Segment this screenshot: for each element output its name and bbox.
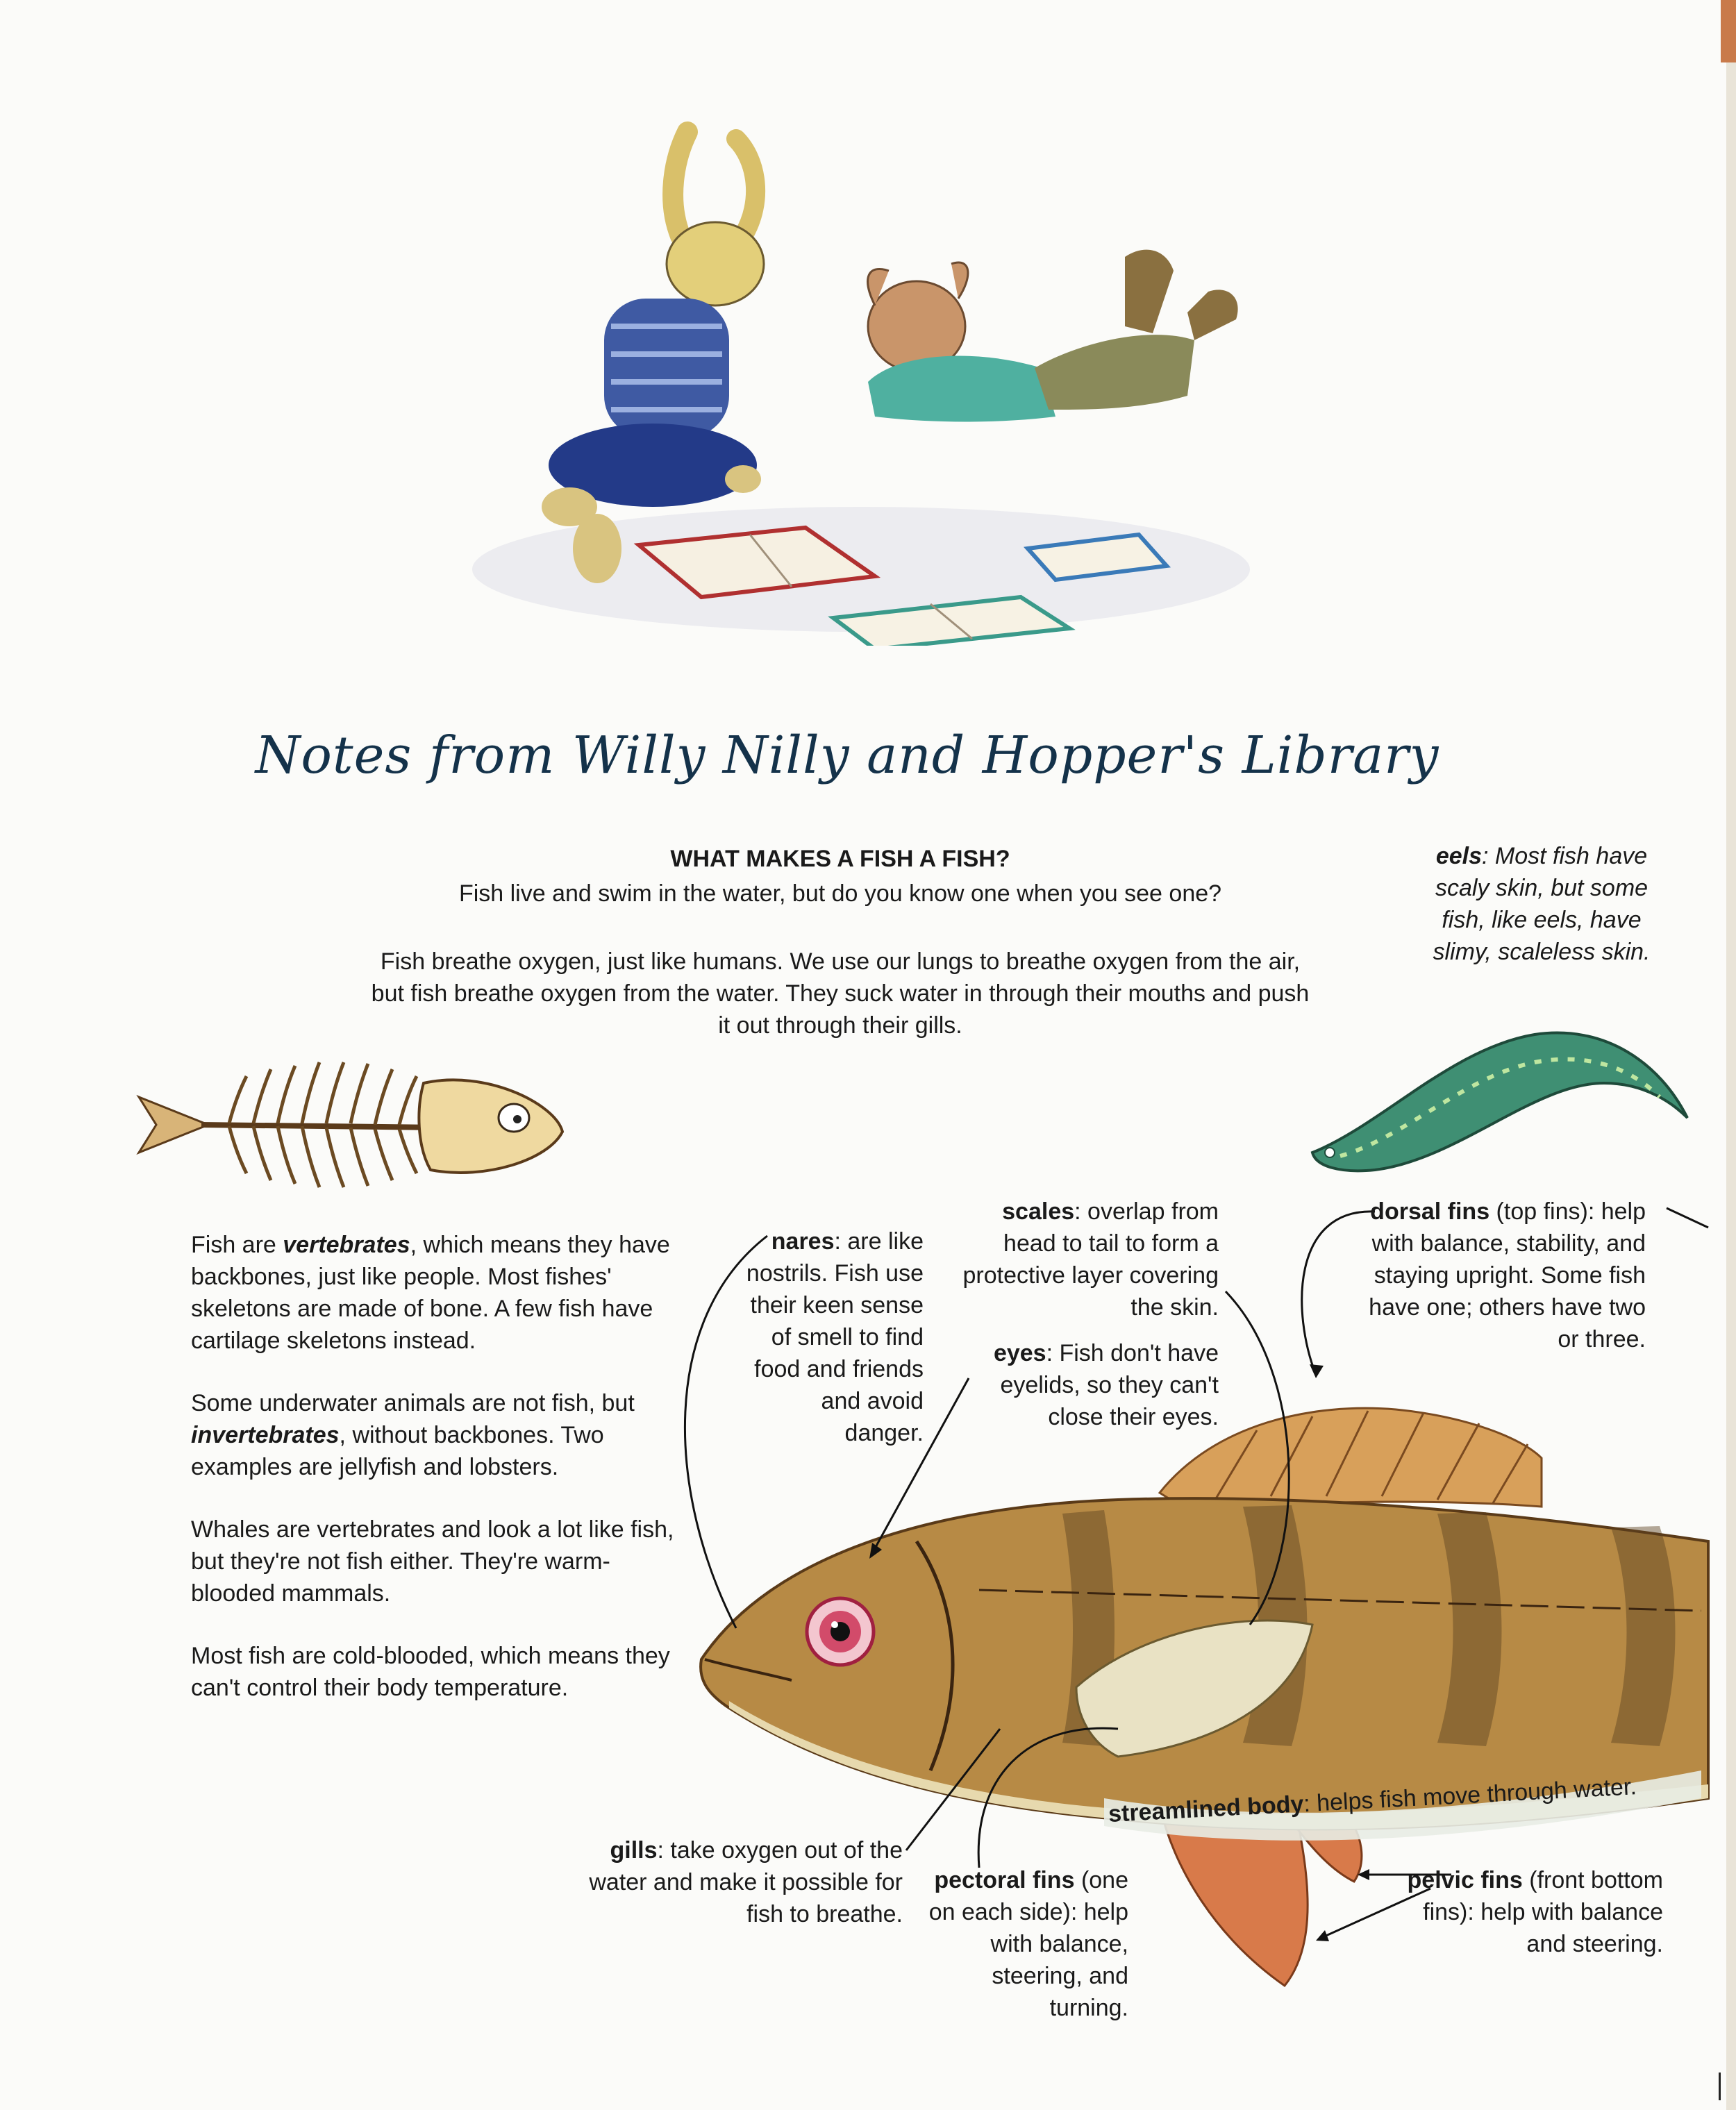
- page-title: Notes from Willy Nilly and Hopper's Library: [255, 726, 1439, 785]
- fish-skeleton-illustration: [125, 1041, 576, 1208]
- eel-illustration: [1299, 1021, 1694, 1180]
- page-edge-tab: [1721, 0, 1736, 62]
- intro-text: Fish live and swim in the water, but do you know one when you see one?: [458, 880, 1222, 907]
- reading-characters-illustration: [444, 118, 1264, 646]
- cold-blooded-paragraph: Most fish are cold-blooded, which means they can't control their body temperature.: [191, 1643, 670, 1701]
- pelvic-fins-label: pelvic fins (front bottom fins): help with balance and steering.: [1407, 1867, 1663, 1957]
- dog-character: [868, 250, 1238, 422]
- section-heading: WHAT MAKES A FISH A FISH?: [670, 846, 1010, 872]
- page-edge-mark: [1719, 2073, 1721, 2100]
- dorsal-fins-label: dorsal fins (top fins): help with balance, stability, and staying upright. Some fish have one; others have two or three.: [1369, 1198, 1646, 1353]
- page-edge: [1726, 0, 1736, 2110]
- nares-label: nares: are like nostrils. Fish use their keen sense of smell to find food and friends and avoid danger.: [746, 1228, 924, 1446]
- invertebrates-term: invertebrates: [191, 1422, 340, 1448]
- whales-paragraph: Whales are vertebrates and look a lot like fish, but they're not fish either. They're warm-blooded mammals.: [191, 1516, 674, 1607]
- eyes-label: eyes: Fish don't have eyelids, so they can't close their eyes.: [993, 1340, 1219, 1430]
- breathe-text: Fish breathe oxygen, just like humans. We use our lungs to breathe oxygen from the air, but fish breathe oxygen from the water. They suck water in through their mouths and push it out through their gills.: [371, 948, 1310, 1039]
- vertebrates-term: vertebrates: [283, 1232, 410, 1258]
- eels-text: : Most fish have scaly skin, but some fish, like eels, have slimy, scaleless skin.: [1433, 843, 1651, 965]
- pectoral-fins-label: pectoral fins (one on each side): help with balance, steering, and turning.: [928, 1867, 1128, 2021]
- vertebrates-paragraph: Fish are vertebrates, which means they have backbones, just like people. Most fishes' skeletons are made of bone. A few fish have cartilage skeletons instead.: [191, 1232, 670, 1354]
- streamlined-body-label: streamlined body: helps fish move through water.: [1108, 1773, 1637, 1827]
- eels-term: eels: [1435, 843, 1483, 869]
- eels-note: [1430, 840, 1653, 968]
- scales-label: scales: overlap from head to tail to form a protective layer covering the skin.: [962, 1198, 1219, 1321]
- gills-label: gills: take oxygen out of the water and make it possible for fish to breathe.: [589, 1837, 903, 1927]
- invertebrates-paragraph: Some underwater animals are not fish, but invertebrates, without backbones. Two examples are jellyfish and lobsters.: [191, 1390, 635, 1480]
